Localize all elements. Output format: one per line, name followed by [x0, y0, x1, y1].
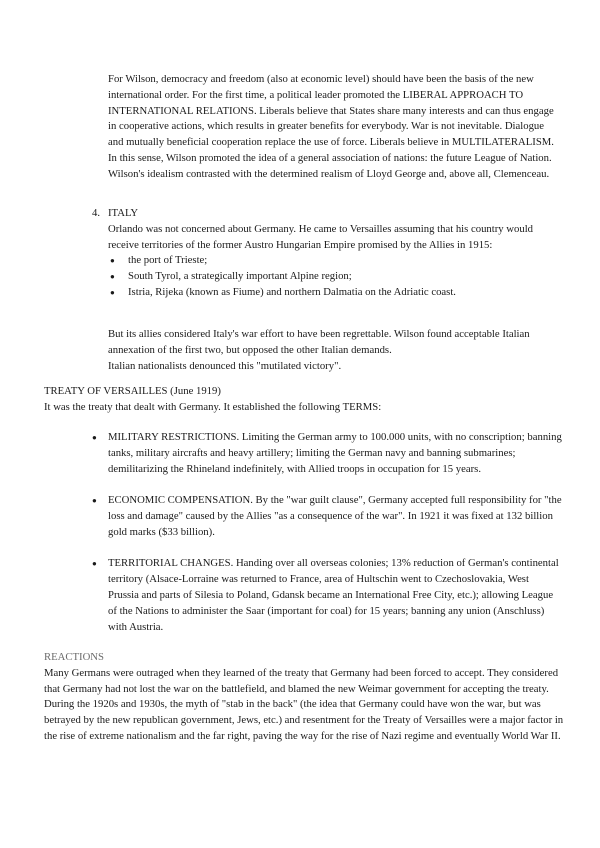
reactions-heading: REACTIONS: [44, 651, 104, 663]
italy-heading-text: ITALY: [108, 207, 139, 219]
list-item: ● Istria, Rijeka (known as Fiume) and northern Dalmatia on the Adriatic coast.: [92, 285, 562, 301]
treaty-terms-list: [92, 430, 562, 651]
italy-paragraph: Orlando was not concerned about Germany. He came to Versailles assuming that his country would receive territories of the former Austro Hungarian Empire promised by the Allies in 1915:: [108, 222, 534, 251]
italy-territory-list: [92, 253, 562, 300]
treaty-intro: It was the treaty that dealt with Germany. It established the following TERMS:: [44, 400, 382, 413]
italy-after-paragraph-2: Italian nationalists denounced this "mutilated victory".: [108, 359, 342, 372]
italy-section: [92, 206, 562, 301]
list-item: ● TERRITORIAL CHANGES. Handing over all overseas colonies; 13% reduction of German's continental territory (Alsace-Lorraine was returned to France, area of Hultschin went to Czechoslovakia, West Prussia and parts of Silesia to Poland, Gdansk became an International Free City, etc.); allowing League of the Nations to administer the Saar (important for coal) for 15 years; banning any union (Anschluss) with Austria.: [92, 556, 562, 635]
reactions-paragraph-1: Many Germans were outraged when they learned of the treaty that Germany had been forced to accept. They considered that Germany had not lost the war on the battlefield, and blamed the new Weimar government for accepting the treaty.: [44, 666, 559, 695]
treaty-heading: TREATY OF VERSAILLES (June 1919): [44, 385, 221, 397]
wilson-paragraph: For Wilson, democracy and freedom (also at economic level) should have been the basis of the new international order. For the first time, a political leader promoted the LIBERAL APPROACH TO INTERNATIONAL RELATIONS. Liberals believe that States share many interests and can thus engage in cooperative actions, which results in greater benefits for everybody. War is not inevitable. Dialogue and mutually beneficial cooperation replace the use of force. Liberals believe in MULTILATERALISM. In this sense, Wilson promoted the idea of a general association of nations: the future League of Nation. Wilson's idealism contrasted with the determined realism of Lloyd George and, above all, Clemenceau.: [108, 73, 554, 180]
list-item: ● ECONOMIC COMPENSATION. By the "war guilt clause", Germany accepted full responsibility for "the loss and damage" caused by the Allies "as a consequence of the war". In 1921 it was fixed at 132 billion gold marks ($33 billion).: [92, 493, 562, 540]
italy-after-paragraph: But its allies considered Italy's war effort to have been regrettable. Wilson found acceptable Italian annexation of the first two, but opposed the other Italian demands.: [108, 328, 530, 356]
reactions-section: [44, 650, 564, 745]
treaty-section: [44, 384, 564, 416]
list-item: ● MILITARY RESTRICTIONS. Limiting the German army to 100.000 units, with no conscription; banning tanks, military aircrafts and heavy artillery; limiting the German navy and banning submarines; demilitarizing the Rhineland indefinitely, with Allied troops in occupation for 15 years.: [92, 430, 562, 477]
reactions-paragraph-2: During the 1920s and 1930s, the myth of "stab in the back" (the idea that Germany could have won the war, but was betrayed by the new republican government, Jews, etc.) and resentment for the Treaty of Versailles were a major factor in the rise of extreme nationalism and the far right, paving the way for the rise of Nazi regime and eventually World War II.: [44, 698, 564, 742]
list-item: ● the port of Trieste;: [92, 253, 562, 269]
italy-number: 4.: [92, 207, 101, 219]
italy-heading: [92, 206, 562, 222]
italy-conclusion: [108, 327, 560, 374]
list-item: ● South Tyrol, a strategically important Alpine region;: [92, 269, 562, 285]
